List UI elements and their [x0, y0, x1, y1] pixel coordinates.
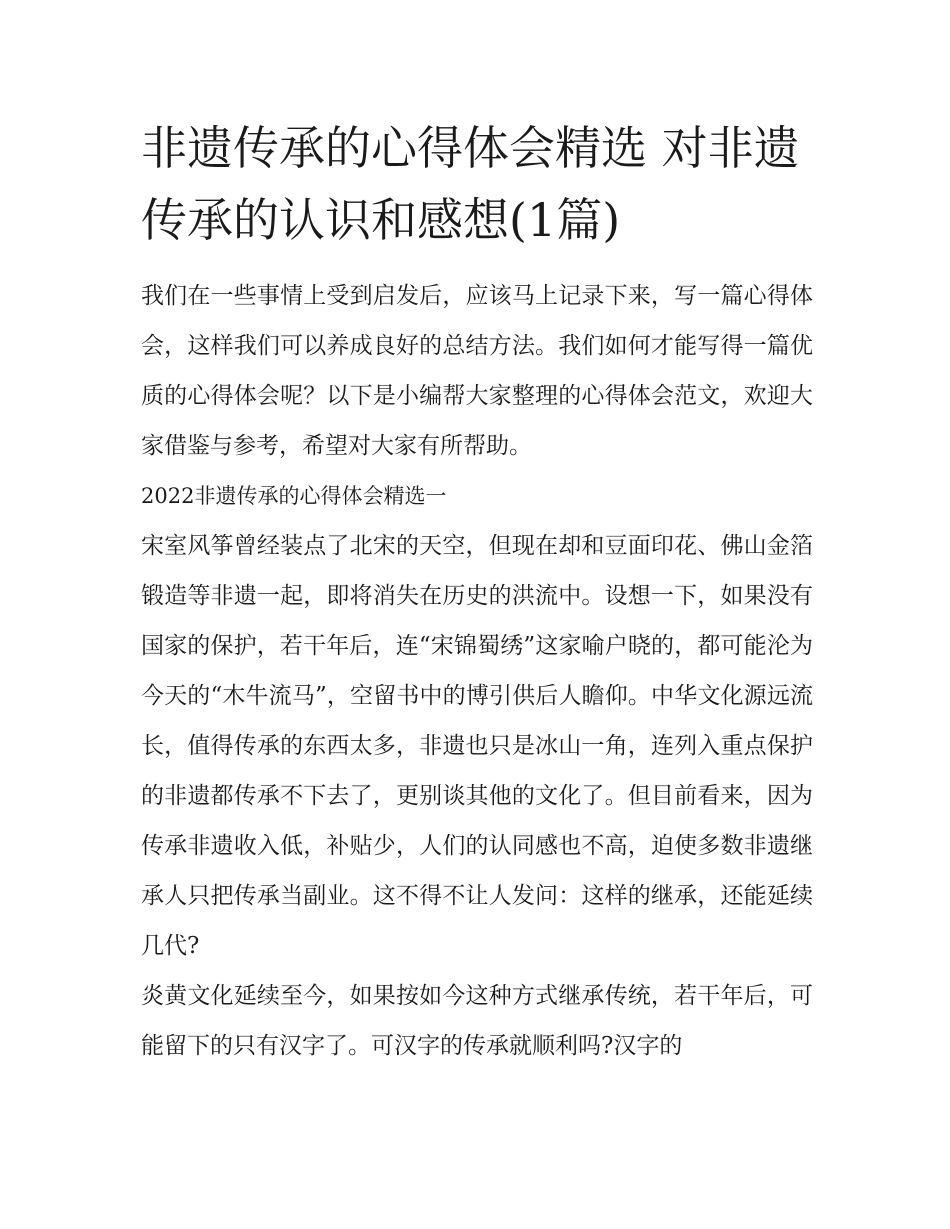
- body-paragraph-2: 炎黄文化延续至今，如果按如今这种方式继承传统，若干年后，可能留下的只有汉字了。可汉字的传承就顺利吗?汉字的: [141, 983, 813, 1059]
- document-title: 非遗传承的心得体会精选 对非遗传承的认识和感想(1篇): [141, 121, 800, 247]
- body-paragraph-1: 宋室风筝曾经装点了北宋的天空，但现在却和豆面印花、佛山金箔锻造等非遗一起，即将消失在历史的洪流中。设想一下，如果没有国家的保护，若干年后，连“宋锦蜀绣”这家喻户晓的，都可能沦为今天的“木牛流马”，空留书中的博引供后人瞻仰。中华文化源远流长，值得传承的东西太多，非遗也只是冰山一角，连列入重点保护的非遗都传承不下去了，更别谈其他的文化了。但目前看来，因为传承非遗收入低，补贴少，人们的认同感也不高，迫使多数非遗继承人只把传承当副业。这不得不让人发问：这样的继承，还能延续几代?: [141, 533, 813, 959]
- section-heading: 2022非遗传承的心得体会精选一: [141, 484, 447, 508]
- intro-paragraph: 我们在一些事情上受到启发后，应该马上记录下来，写一篇心得体会，这样我们可以养成良好的总结方法。我们如何才能写得一篇优质的心得体会呢？以下是小编帮大家整理的心得体会范文，欢迎大家借鉴与参考，希望对大家有所帮助。: [141, 283, 813, 459]
- document-page: [141, 112, 813, 1071]
